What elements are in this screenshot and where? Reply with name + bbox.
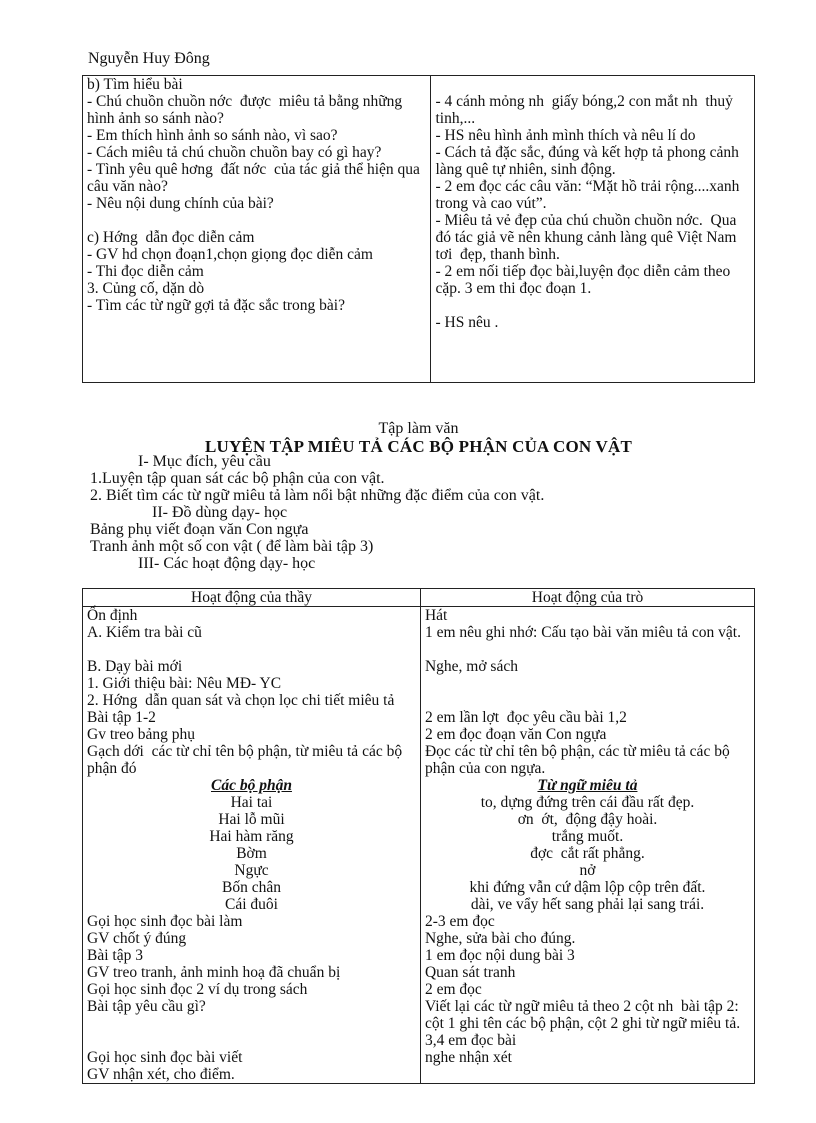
text-line: GV chốt ý đúng [87, 930, 187, 947]
part-description: đợc cắt rất phẳng. [530, 845, 645, 862]
section-heading: II- Đồ dùng dạy- học [152, 504, 288, 521]
text-line: 3,4 em đọc bài [424, 1032, 517, 1049]
text-line: Bài tập 1-2 [87, 709, 156, 726]
subject-heading: Tập làm văn [378, 420, 459, 437]
text-line: - Em thích hình ảnh so sánh nào, vì sao? [87, 127, 338, 144]
blank-line [87, 1015, 416, 1032]
text-line: - Miêu tả vẻ đẹp của chú chuồn chuồn nớc. Qua đó tác giả vẽ nên khung cảnh làng quê Việt Nam tơi đẹp, thanh bình. [435, 212, 741, 263]
text-line: 1 em đọc nội dung bài 3 [424, 947, 575, 964]
parts-heading: Các bộ phận [211, 777, 292, 794]
section-heading: I- Mục đích, yêu cầu [138, 453, 271, 470]
text-line: b) Tìm hiểu bài [87, 76, 183, 93]
text-line: Gọi học sinh đọc 2 ví dụ trong sách [87, 981, 308, 998]
text-line: 2 em đọc đoạn văn Con ngựa [424, 726, 607, 743]
text-line: 2 em đọc [424, 981, 482, 998]
blank-line [87, 641, 416, 658]
text-line: Bài tập yêu cầu gì? [87, 998, 206, 1015]
text-line: - Cách tả đặc sắc, đúng và kết hợp tả phong cảnh làng quê tự nhiên, sinh động. [435, 144, 743, 178]
text-line: Nghe, mở sách [424, 658, 518, 675]
part-name: Ngực [234, 862, 269, 879]
part-name: Hai hàm răng [209, 828, 294, 845]
text-line: 2 em lần lợt đọc yêu cầu bài 1,2 [424, 709, 627, 726]
text-line: - Cách miêu tả chú chuồn chuồn bay có gì hay? [87, 144, 382, 161]
text-line: nghe nhận xét [424, 1049, 512, 1066]
text-line: Viết lại các từ ngữ miêu tả theo 2 cột nh bài tập 2: cột 1 ghi tên các bộ phận, cột 2 ghi từ ngữ miêu tả. [424, 998, 743, 1032]
text-line: Gạch dới các từ chỉ tên bộ phận, từ miêu tả các bộ phận đó [87, 743, 406, 777]
text-line: 1 em nêu ghi nhớ: Cấu tạo bài văn miêu tả con vật. [424, 624, 741, 641]
text-line: Bài tập 3 [87, 947, 143, 964]
text-line: - GV hd chọn đoạn1,chọn giọng đọc diễn cảm [87, 246, 373, 263]
part-name: Bốn chân [222, 879, 281, 896]
part-name: Hai tai [230, 794, 273, 811]
objective-line: 2. Biết tìm các từ ngữ miêu tả làm nổi bật những đặc điểm của con vật. [90, 487, 545, 504]
author-name: Nguyễn Huy Đông [88, 50, 210, 67]
activities-table [82, 588, 755, 1084]
text-line: A. Kiểm tra bài cũ [87, 624, 202, 641]
objective-line: 1.Luyện tập quan sát các bộ phận của con vật. [90, 470, 385, 487]
blank-line [425, 641, 750, 658]
text-line: Gọi học sinh đọc bài làm [87, 913, 243, 930]
part-description: dài, ve vẩy hết sang phải lại sang trái. [470, 896, 705, 913]
text-line: GV treo tranh, ảnh minh hoạ đã chuẩn bị [87, 964, 341, 981]
text-line: Hát [424, 607, 448, 624]
part-description: khi đứng vẫn cứ dậm lộp cộp trên đất. [469, 879, 706, 896]
part-name: Bờm [236, 845, 267, 862]
text-line: Nghe, sửa bài cho đúng. [424, 930, 576, 947]
text-line: Đọc các từ chỉ tên bộ phận, các từ miêu tả các bộ phận của con ngựa. [424, 743, 734, 777]
teacher-column [83, 76, 431, 383]
text-line: - HS nêu hình ảnh mình thích và nêu lí do [435, 127, 696, 144]
text-line: 3. Củng cố, dặn dò [87, 280, 205, 297]
student-activities [420, 607, 754, 1084]
teacher-activities [83, 607, 421, 1084]
text-line: 2-3 em đọc [424, 913, 495, 930]
part-description: ơn ớt, động đậy hoài. [517, 811, 658, 828]
blank-line [87, 1032, 416, 1049]
text-line: - 2 em nối tiếp đọc bài,luyện đọc diễn cảm theo cặp. 3 em thi đọc đoạn 1. [435, 263, 735, 297]
text-line: - 4 cánh mỏng nh giấy bóng,2 con mắt nh thuỷ tinh,... [435, 93, 737, 127]
text-line: Quan sát tranh [424, 964, 516, 981]
text-line: - Tìm các từ ngữ gợi tả đặc sắc trong bài? [87, 297, 345, 314]
lesson-title: LUYỆN TẬP MIÊU TẢ CÁC BỘ PHẬN CỦA CON VẬT [204, 437, 633, 456]
text-line: c) Hớng dẫn đọc diễn cảm [87, 229, 255, 246]
material-line: Tranh ảnh một số con vật ( để làm bài tập 3) [90, 538, 374, 555]
text-line: - Thi đọc diễn cảm [87, 263, 204, 280]
blank-line [435, 297, 750, 314]
text-line: 2. Hớng dẫn quan sát và chọn lọc chi tiết miêu tả [87, 692, 395, 709]
text-line: - HS nêu . [435, 314, 499, 331]
part-name: Hai lỗ mũi [218, 811, 285, 828]
section-heading: III- Các hoạt động dạy- học [138, 555, 316, 572]
descriptions-heading: Từ ngữ miêu tả [537, 777, 638, 794]
material-line: Bảng phụ viết đoạn văn Con ngựa [90, 521, 309, 538]
text-line: - Nêu nội dung chính của bài? [87, 195, 274, 212]
blank-line [435, 76, 750, 93]
reading-lesson-table [82, 75, 755, 383]
text-line: B. Dạy bài mới [87, 658, 183, 675]
part-description: trắng muốt. [551, 828, 624, 845]
text-line: GV nhận xét, cho điểm. [87, 1066, 235, 1083]
student-column [431, 76, 755, 383]
text-line: - Chú chuồn chuồn nớc được miêu tả bằng những hình ảnh so sánh nào? [87, 93, 407, 127]
column-header-student: Hoạt động của trò [420, 589, 754, 607]
text-line: Gọi học sinh đọc bài viết [87, 1049, 243, 1066]
text-line: - 2 em đọc các câu văn: “Mặt hồ trải rộng....xanh trong và cao vút”. [435, 178, 744, 212]
part-name: Cái đuôi [225, 896, 278, 913]
part-description: to, dựng đứng trên cái đầu rất đẹp. [480, 794, 695, 811]
blank-line [87, 212, 426, 229]
blank-line [425, 675, 750, 692]
column-header-teacher: Hoạt động của thầy [83, 589, 421, 607]
blank-line [425, 692, 750, 709]
text-line: - Tình yêu quê hơng đất nớc của tác giả thể hiện qua câu văn nào? [87, 161, 424, 195]
text-line: Ổn định [87, 607, 138, 624]
text-line: 1. Giới thiệu bài: Nêu MĐ- YC [87, 675, 282, 692]
text-line: Gv treo bảng phụ [87, 726, 196, 743]
part-description: nở [579, 862, 596, 879]
